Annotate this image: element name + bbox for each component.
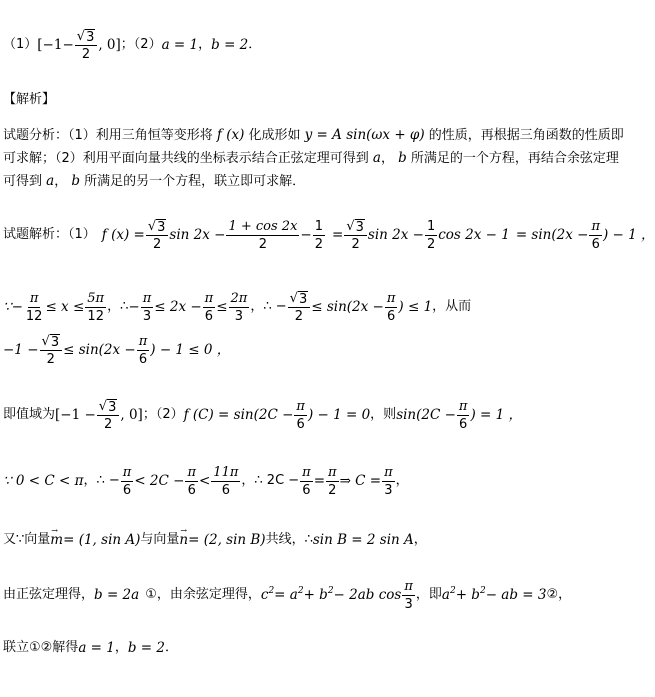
vector-line: 又∵向量 → m = (1, sin A) 与向量 → n = (2, sin B) 共线，∴ sin B = 2 sin A ，	[3, 528, 427, 552]
range-result-line: 即值域为 [−1 − √ 3 2 , 0] ；（2） f (C) = sin(2C − $\frac{\pi}{6}$ ) − 1 = 0 ，则 sin(2C − $\frac{\pi}{6}$ ) = 1 ，	[3, 398, 523, 432]
analysis-section-title: 【解析】	[3, 92, 56, 107]
a-value: a = 1	[161, 37, 199, 53]
solution-part1-line: 试题解析：（1） f (x) = √ 3 2 sin 2x − $\frac{1 + \cos 2x}{2}$ − $\frac{1}{2}$ = √ 3 2 sin 2x − $\frac{1}{2}$ cos 2x − 1 = sin(2x − $\frac{\pi}{6}$ ) − 1 ，	[3, 218, 655, 252]
part1-label: （1）	[3, 37, 38, 52]
final-line: 联立①②解得 a = 1 ， b = 2 ．	[3, 640, 179, 656]
law-line: 由正弦定理得， b = 2a ① ，由余弦定理得， $c^2$ = $a^2$ + $b^2$ − 2ab cos $\frac{\pi}{3}$ ，即 $a^2$ + $b^2$ − ab = 3 ②，	[3, 578, 572, 612]
b-value: b = 2	[211, 37, 249, 53]
vector-n: → n	[179, 532, 188, 548]
interval-right: , 0]	[98, 37, 121, 53]
range-line: ∵ − $\frac{\pi}{12}$ ≤ x ≤ $\frac{5\pi}{12}$ ，∴ − $\frac{\pi}{3}$ ≤ 2x − $\frac{\pi}{6}$ ≤ $\frac{2\pi}{3}$ ，∴ − √ 3 2 ≤ sin(2x − $\frac{\pi}{6}$ ) ≤ 1 ，从而	[3, 290, 472, 324]
range-line-2: −1 − √ 3 2 ≤ sin(2x − $\frac{\pi}{6}$ ) − 1 ≤ 0 ，	[3, 333, 231, 367]
part2-label: ；（2）	[120, 37, 162, 52]
vector-m: → m	[50, 532, 63, 548]
interval-left: [−1−	[37, 37, 74, 53]
sqrt3-over-2: √ 3 2	[75, 28, 98, 63]
analysis-paragraph: 试题分析：（1）利用三角恒等变形将 f (x) 化成形如 y = A sin(ωx + φ) 的性质，再根据三角函数的性质即可求解；（2）利用平面向量共线的坐标表示结合正弦定理可得到 a， b 所满足的一个方程，再结合余弦定理可得到 a， b 所满足的另一个方程，联立即可求解．	[3, 127, 624, 189]
solution-label: 试题解析：（1）	[3, 227, 96, 242]
angle-line: ∵ 0 < C < π ，∴ − $\frac{\pi}{6}$ < 2C − $\frac{\pi}{6}$ < $\frac{11\pi}{6}$ ，∴ 2C − $\frac{\pi}{6}$ = $\frac{\pi}{2}$ ⇒ C = $\frac{\pi}{3}$ ，	[3, 464, 409, 498]
answer-line: （1） [−1− √ 3 2 , 0] ；（2） a = 1 ， b = 2 ．	[3, 28, 262, 62]
